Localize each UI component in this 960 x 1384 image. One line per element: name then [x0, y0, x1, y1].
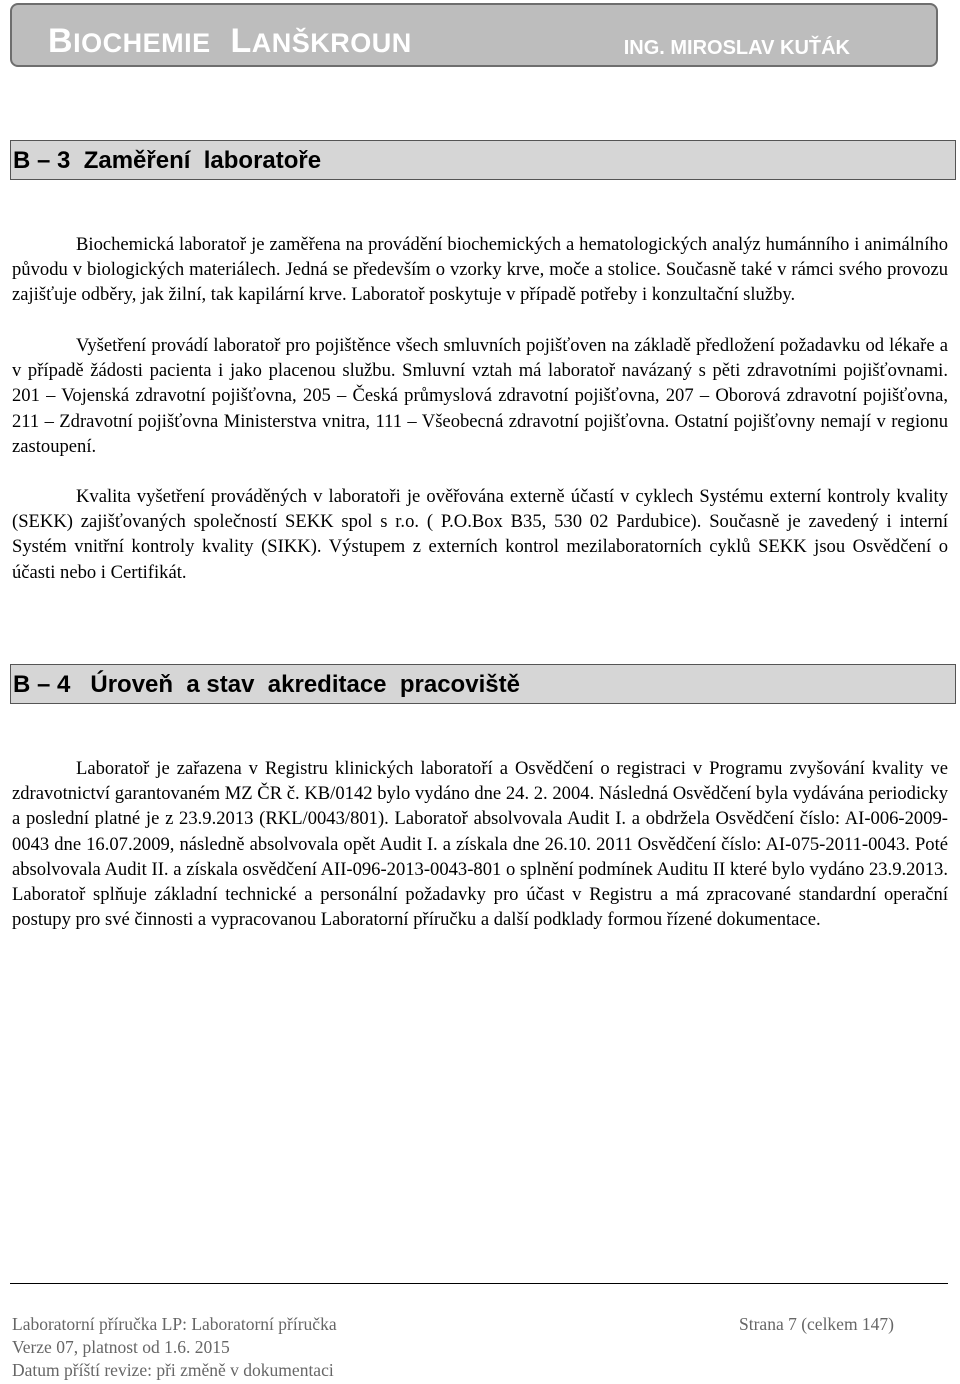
footer-document-name: Laboratorní příručka LP: Laboratorní příručka [12, 1314, 337, 1334]
paragraph-quality: Kvalita vyšetření prováděných v laboratoři je ověřována externě účastí v cyklech Systému externí kontroly kvality (SEKK) zajišťovaných společností SEKK spol s r.o. ( P.O.Box B35, 530 02 Pardubice). Současně je zavedený i interní Systém vnitřní kontroly kvality (SIKK). Výstupem z externích kontrol mezilaboratorních cyklů SEKK jsou Osvědčení o účasti nebo i Certifikát. [12, 486, 948, 583]
header-author: ING. MIROSLAV KUŤÁK [623, 37, 850, 59]
footer-page-number: Strana 7 (celkem 147) [739, 1314, 895, 1334]
section-heading-b3: B – 3 Zaměření laboratoře [10, 140, 956, 180]
section-heading-b4: B – 4 Úroveň a stav akreditace pracoviště [10, 664, 956, 704]
footer-version: Verze 07, platnost od 1.6. 2015 [12, 1337, 230, 1357]
paragraph-accreditation: Laboratoř je zařazena v Registru klinických laboratoří a Osvědčení o registraci v Programu zvyšování kvality ve zdravotnictví garantovaném MZ ČR č. KB/0142 bylo vydáno dne 24. 2. 2004. Následná Osvědčení byla vydávána periodicky a poslední platné je z 23.9.2013 (RKL/0043/801). Laboratoř absolvovala Audit I. a obdržela Osvědčení číslo: AI-006-2009-0043 dne 16.07.2009, následně absolvovala opět Audit I. a získala dne 26.10. 2011 Osvědčení číslo: AI-075-2011-0043. Poté absolvovala Audit II. a získala osvědčení AII-096-2013-0043-801 o splnění podmínek Auditu II které bylo vydáno 23.9.2013. Laboratoř splňuje základní technické a personální požadavky pro účast v Registru a má zpracované standardní operační postupy pro své činnosti a vypracovanou Laboratorní příručku a další podklady formou řízené dokumentace. [12, 758, 948, 931]
footer-divider [10, 1283, 948, 1284]
header-title: BIOCHEMIE LANŠKROUN [48, 22, 412, 60]
footer-revision: Datum příští revize: při změně v dokumentaci [12, 1360, 334, 1380]
document-header [10, 3, 938, 67]
paragraph-insurance: Vyšetření provádí laboratoř pro pojištěnce všech smluvních pojišťoven na základě předložení požadavku od lékaře a v případě žádosti pacienta i jako placenou službu. Smluvní vztah má laboratoř navázaný s pěti zdravotními pojišťovnami. 201 – Vojenská zdravotní pojišťovna, 205 – Česká průmyslová zdravotní pojišťovna, 207 – Oborová zdravotní pojišťovna, 211 – Zdravotní pojišťovna Ministerstva vnitra, 111 – Všeobecná zdravotní pojišťovna. Ostatní pojišťovny nemají v regionu zastoupení. [12, 335, 948, 457]
paragraph-lab-focus: Biochemická laboratoř je zaměřena na provádění biochemických a hematologických analýz humánního i animálního původu v biologických materiálech. Jedná se především o vzorky krve, moče a stolice. Současně také v rámci svého provozu zajišťuje odběry, jak žilní, tak kapilární krve. Laboratoř poskytuje v případě potřeby i konzultační služby. [12, 234, 948, 306]
